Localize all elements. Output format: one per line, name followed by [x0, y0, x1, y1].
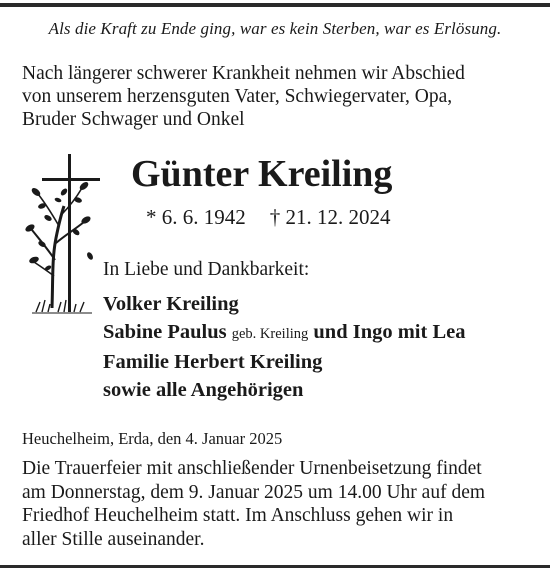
intro-line: von unserem herzensguten Vater, Schwiegervater, Opa, — [22, 86, 453, 107]
mourner-line: sowie alle Angehörigen — [103, 379, 304, 401]
notice-line: am Donnerstag, dem 9. Januar 2025 um 14.00 Uhr auf dem — [22, 481, 486, 503]
top-border — [0, 3, 550, 7]
mourner-name: Sabine Paulus — [103, 321, 227, 343]
motto: Als die Kraft zu Ende ging, war es kein Sterben, war es Erlösung. — [48, 19, 502, 38]
mourner-name: und Ingo mit Lea — [313, 321, 466, 343]
mourner-line: Familie Herbert Kreiling — [103, 351, 323, 373]
cross-tree-icon — [12, 148, 112, 320]
bottom-border — [0, 565, 550, 568]
intro-text — [22, 62, 532, 131]
funeral-notice — [22, 457, 537, 551]
mourners-list — [103, 290, 465, 404]
death-date: † 21. 12. 2024 — [269, 205, 391, 229]
life-dates — [146, 205, 391, 230]
intro-line: Bruder Schwager und Onkel — [22, 109, 245, 130]
mourner-line: Volker Kreiling — [103, 293, 239, 315]
intro-line: Nach längerer schwerer Krankheit nehmen wir Abschied — [22, 63, 465, 84]
maiden-name: geb. Kreiling — [231, 326, 309, 342]
mourner-line — [103, 318, 465, 348]
notice-line: aller Stille auseinander. — [22, 528, 205, 550]
place-date: Heuchelheim, Erda, den 4. Januar 2025 — [22, 429, 283, 448]
birth-date: * 6. 6. 1942 — [146, 205, 246, 229]
deceased-name: Günter Kreiling — [131, 153, 393, 195]
notice-line: Friedhof Heuchelheim statt. Im Anschluss gehen wir in — [22, 505, 454, 526]
thanks-line: In Liebe und Dankbarkeit: — [103, 259, 310, 280]
notice-line: Die Trauerfeier mit anschließender Urnenbeisetzung findet — [22, 458, 482, 479]
